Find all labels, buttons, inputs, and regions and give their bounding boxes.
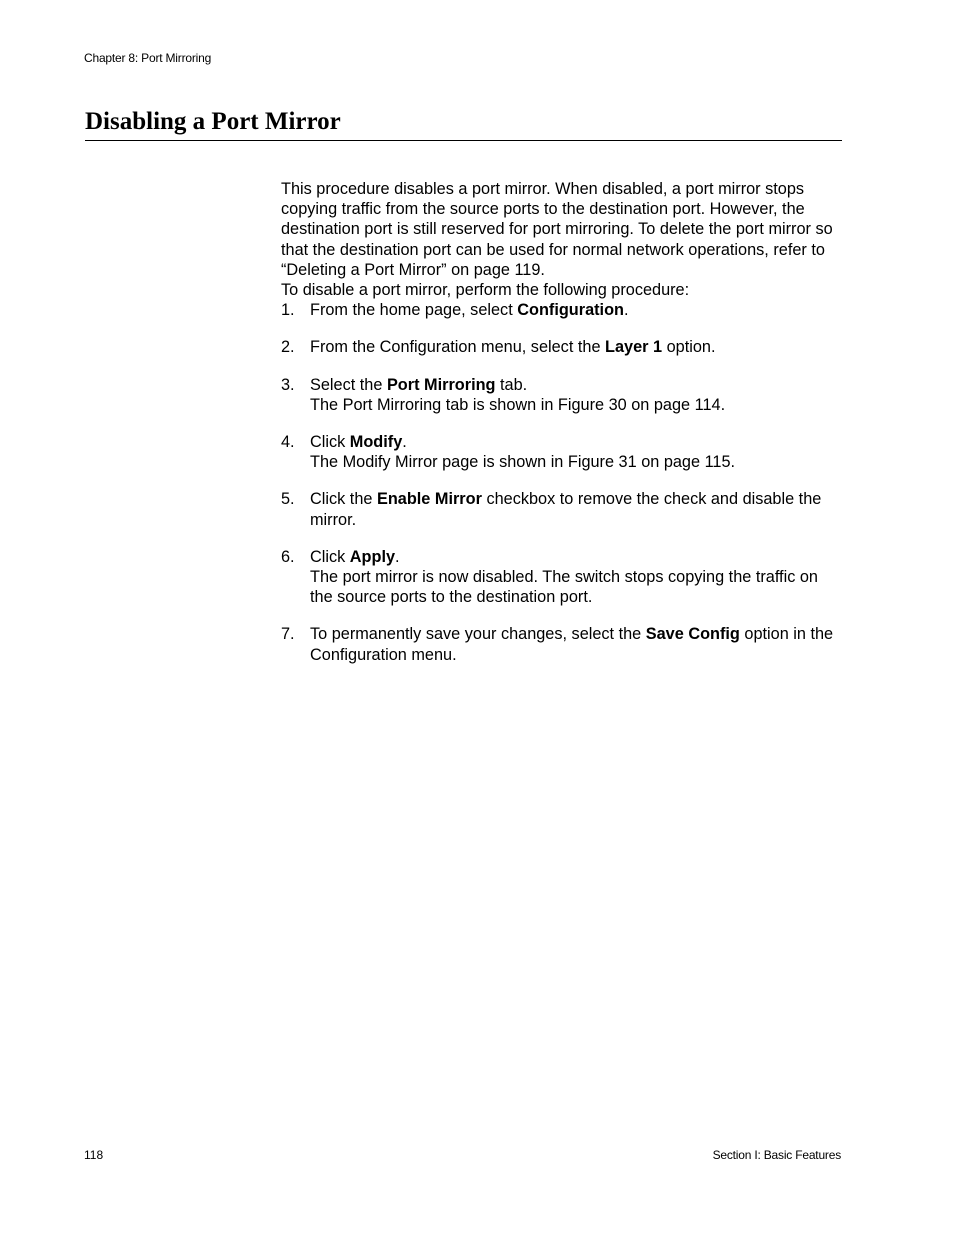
section-heading [85,106,842,141]
step-item [281,432,841,472]
step-number: 3. [281,375,295,394]
ui-term: Modify [349,433,403,452]
step-number: 2. [281,338,295,357]
step-text: Click Modify. [310,433,407,452]
section-footer: Section I: Basic Features [712,1148,841,1162]
step-text: Click Apply. [310,547,400,566]
step-note: The Port Mirroring tab is shown in Figure 30 on page 114. [310,395,726,414]
step-item [281,624,841,664]
ui-term: Port Mirroring [386,375,496,394]
procedure-lead: To disable a port mirror, perform the following procedure: [281,281,690,300]
step-text: Select the Port Mirroring tab. [310,375,528,394]
step-item [281,489,841,529]
running-header: Chapter 8: Port Mirroring [84,51,212,65]
ui-term: Configuration [517,301,624,320]
ui-term: Save Config [645,625,740,644]
step-item [281,547,841,608]
step-note: The port mirror is now disabled. The switch stops copying the traffic on the source ports to the destination port. [310,568,818,607]
step-text: From the Configuration menu, select the Layer 1 option. [310,338,716,357]
ui-term: Enable Mirror [376,490,482,509]
page-number: 118 [84,1148,104,1162]
procedure-steps [281,300,841,665]
step-number: 5. [281,490,295,509]
step-item [281,375,841,415]
step-text: From the home page, select Configuration. [310,301,629,320]
step-text: Click the Enable Mirror checkbox to remove the check and disable the mirror. [310,490,822,529]
step-number: 7. [281,625,295,644]
page-title: Disabling a Port Mirror [85,108,341,135]
intro-paragraph: This procedure disables a port mirror. When disabled, a port mirror stops copying traffic from the source ports to the destination port. However, the destination port is still reserved for port mirroring. To delete the port mirror so that the destination port can be used for normal network operations, refer to “Deleting a Port Mirror” on page 119. [281,180,833,279]
step-number: 4. [281,433,295,452]
ui-term: Layer 1 [605,338,663,357]
main-content [281,179,841,682]
step-note: The Modify Mirror page is shown in Figure 31 on page 115. [310,453,736,472]
step-number: 1. [281,301,295,320]
ui-term: Apply [349,547,396,566]
step-item [281,300,841,320]
step-item [281,337,841,357]
step-text: To permanently save your changes, select the Save Config option in the Configuration menu. [310,625,834,664]
step-number: 6. [281,547,295,566]
